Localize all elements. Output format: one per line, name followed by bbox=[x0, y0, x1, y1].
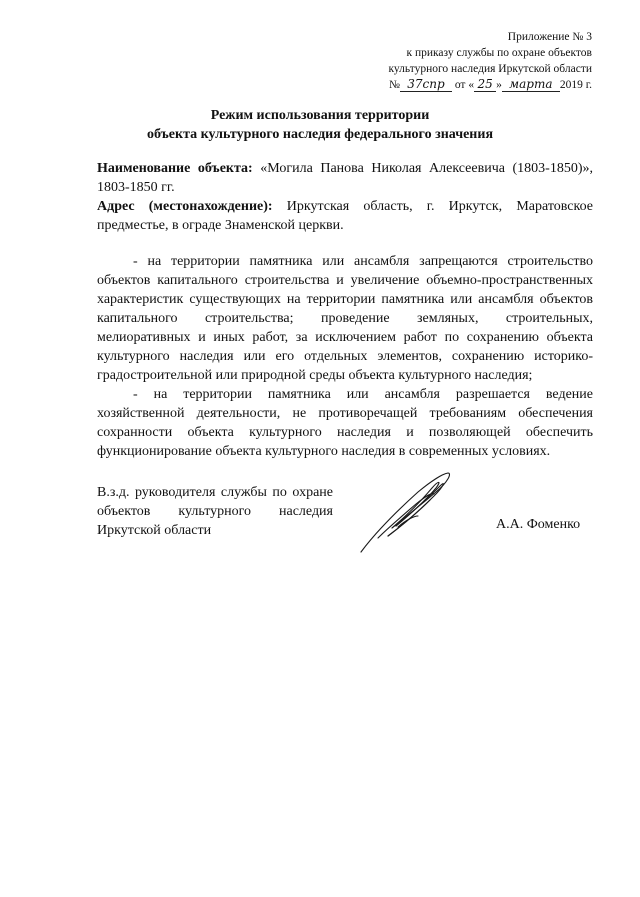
order-month: марта bbox=[502, 78, 560, 92]
signatory-position: В.з.д. руководителя службы по охране объектов культурного наследия Иркутской области bbox=[97, 485, 333, 538]
object-address-label: Адрес (местонахождение): bbox=[97, 199, 273, 214]
object-name-value: «Могила Панова Николая Алексеевича (1803-1850)», 1803-1850 гг. bbox=[97, 161, 594, 195]
title-line-2: объекта культурного наследия федерального значения bbox=[146, 127, 494, 142]
object-address bbox=[97, 197, 593, 235]
rule-permitted: - на территории памятника или ансамбля разрешается ведение хозяйственной деятельности, не противоречащей требованиям обеспечения сохранности объекта культурного наследия и позволяющей обеспечить функционирование объекта культурного наследия в современных условиях. bbox=[97, 387, 593, 459]
quote-close: » bbox=[496, 79, 502, 91]
rule-prohibited: - на территории памятника или ансамбля запрещаются строительство объектов капитального строительства и увеличение объемно-пространственных характеристик существующих на территории памятника или ансамбля объектов капитального строительства; проведение земляных, строительных, мелиоративных и иных работ, за исключением работ по сохранению объекта культурного наследия или его отдельных элементов, сохранению историко-градостроительной или природной среды объекта культурного наследия; bbox=[97, 254, 593, 383]
object-name-label: Наименование объекта: bbox=[97, 161, 253, 176]
object-address-value: Иркутская область, г. Иркутск, Маратовское предместье, в ограде Знаменской церкви. bbox=[97, 199, 593, 233]
order-number: 37спр bbox=[400, 78, 452, 92]
number-sign: № bbox=[388, 79, 400, 91]
annex-number-line bbox=[292, 77, 592, 93]
signatory-name: А.А. Фоменко bbox=[496, 517, 581, 532]
handwritten-signature bbox=[358, 470, 458, 556]
annex-title: Приложение № 3 bbox=[507, 31, 592, 43]
object-name bbox=[97, 159, 593, 197]
document-title bbox=[0, 106, 640, 144]
date-from: от « bbox=[454, 79, 475, 91]
annex-order-ref: к приказу службы по охране объектов bbox=[406, 47, 592, 59]
title-line-1: Режим использования территории bbox=[210, 108, 430, 123]
document-body bbox=[97, 159, 593, 461]
order-year: 2019 г. bbox=[559, 79, 592, 91]
annex-header bbox=[292, 29, 592, 93]
annex-agency: культурного наследия Иркутской области bbox=[388, 63, 592, 75]
order-day: 25 bbox=[474, 78, 496, 92]
